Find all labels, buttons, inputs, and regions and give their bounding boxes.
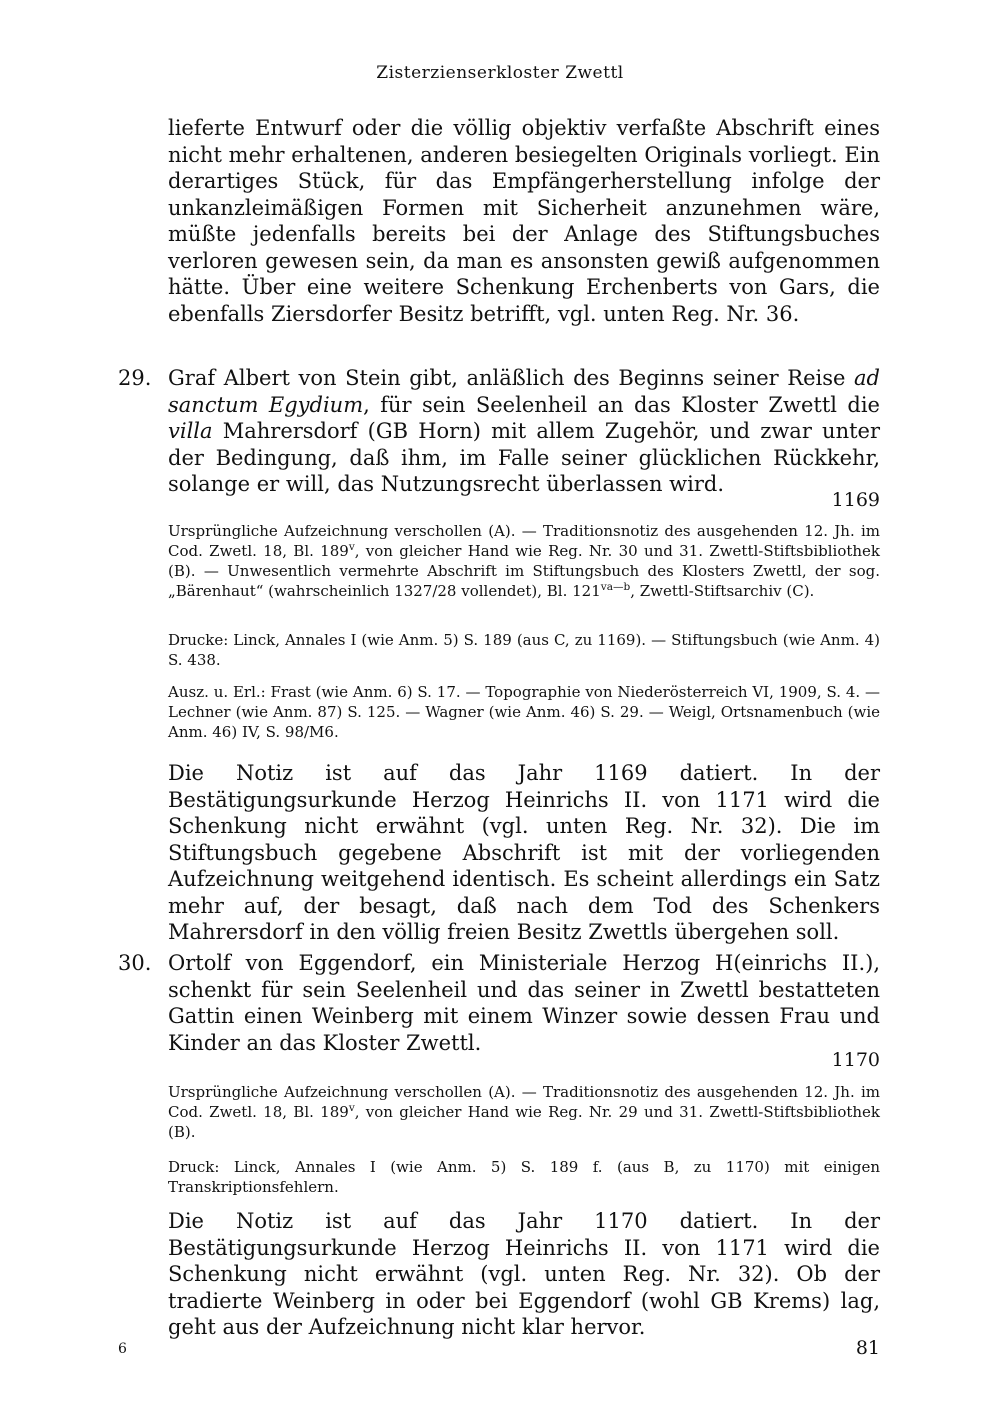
entry-29-date: 1169 bbox=[831, 489, 880, 511]
entry-30-summary: Ortolf von Eggendorf, ein Ministeriale Herzog H(einrichs II.), schenkt für sein Seelenheil und das seiner in Zwettl bestatteten Gattin einen Weinberg mit einem Winzer sowie dessen Frau und Kinder an das Kloster Zwettl. bbox=[168, 951, 880, 1055]
entry-29-note-text-a: Ursprüngliche Aufzeichnung verschollen (A). — Traditionsnotiz des ausgehenden 12. Jh. im Cod. Zwetl. 18, Bl. 189 bbox=[168, 522, 880, 560]
entry-29-source-note bbox=[168, 521, 880, 601]
running-head: Zisterzienserkloster Zwettl bbox=[376, 63, 624, 83]
entry-29-summary-text-3: Mahrersdorf (GB Horn) mit allem Zugehör, und zwar unter der Bedingung, daß ihm, im Falle seiner glücklichen Rückkehr, solange er will, das Nutzungsrecht überlassen wird. bbox=[168, 419, 880, 496]
entry-29-prints-note: Drucke: Linck, Annales I (wie Anm. 5) S. 189 (aus C, zu 1169). — Stiftungsbuch (wie Anm. 4) S. 438. bbox=[168, 631, 880, 669]
entry-number-30: 30. bbox=[118, 951, 152, 975]
entry-30-note-sup: v bbox=[348, 1102, 355, 1114]
entry-number-29: 29. bbox=[118, 366, 152, 390]
entry-30-note-text-b: , von gleicher Hand wie Reg. Nr. 29 und 31. Zwettl-Stiftsbibliothek (B). bbox=[168, 1103, 881, 1141]
entry-29-note-sup-1: v bbox=[348, 541, 355, 553]
entry-29-literature-note: Ausz. u. Erl.: Frast (wie Anm. 6) S. 17. — Topographie von Niederösterreich VI, 1909, S. 4. — Lechner (wie Anm. 87) S. 125. — Wagner (wie Anm. 46) S. 29. — Weigl, Ortsnamenbuch (wie Anm. 46) IV, S. 98/M6. bbox=[168, 683, 880, 741]
entry-30-print-note: Druck: Linck, Annales I (wie Anm. 5) S. 189 f. (aus B, zu 1170) mit einigen Transkriptionsfehlern. bbox=[168, 1158, 880, 1196]
entry-29-summary-italic-1: ad sanctum Egydium bbox=[168, 366, 880, 417]
entry-29-summary bbox=[168, 365, 880, 498]
entry-29-summary-text-2: , für sein Seelenheil an das Kloster Zwettl die bbox=[363, 392, 880, 417]
entry-29-note-text-c: , Zwettl-Stiftsarchiv (C). bbox=[630, 582, 815, 600]
signature-mark: 6 bbox=[118, 1341, 127, 1357]
entry-30-source-note bbox=[168, 1082, 880, 1142]
entry-30-note-text-a: Ursprüngliche Aufzeichnung verschollen (A). — Traditionsnotiz des ausgehenden 12. Jh. im Cod. Zwetl. 18, Bl. 189 bbox=[168, 1083, 880, 1121]
entry-30-date: 1170 bbox=[831, 1049, 880, 1071]
entry-30-commentary: Die Notiz ist auf das Jahr 1170 datiert. In der Bestätigungsurkunde Herzog Heinrichs II. von 1171 wird die Schenkung nicht erwähnt (vgl. unten Reg. Nr. 32). Ob der tradierte Weinberg in oder bei Eggendorf (wohl GB Krems) lag, geht aus der Aufzeichnung nicht klar hervor. bbox=[168, 1209, 880, 1339]
entry-29-note-sup-2: va—b bbox=[600, 581, 631, 593]
page-number: 81 bbox=[855, 1337, 880, 1359]
entry-29-summary-italic-2: villa bbox=[168, 419, 213, 443]
entry-29-note-text-b: , von gleicher Hand wie Reg. Nr. 30 und 31. Zwettl-Stiftsbibliothek (B). — Unwesentlich vermehrte Abschrift im Stiftungsbuch des Klosters Zwettl, der sog. „Bärenhaut“ (wahrscheinlich 1327/28 vollendet), Bl. 121 bbox=[168, 542, 881, 600]
entry-29-summary-text-1: Graf Albert von Stein gibt, anläßlich des Beginns seiner Reise bbox=[168, 366, 855, 390]
intro-paragraph: lieferte Entwurf oder die völlig objektiv verfaßte Abschrift eines nicht mehr erhaltenen, anderen besiegelten Originals vorliegt. Ein derartiges Stück, für das Empfängerherstellung infolge der unkanzleimäßigen Formen mit Sicherheit anzunehmen wäre, müßte jedenfalls bereits bei der Anlage des Stiftungsbuches verloren gewesen sein, da man es ansonsten gewiß aufgenommen hätte. Über eine weitere Schenkung Erchenberts von Gars, die ebenfalls Ziersdorfer Besitz betrifft, vgl. unten Reg. Nr. 36. bbox=[168, 116, 880, 326]
entry-29-commentary: Die Notiz ist auf das Jahr 1169 datiert. In der Bestätigungsurkunde Herzog Heinrichs II. von 1171 wird die Schenkung nicht erwähnt (vgl. unten Reg. Nr. 32). Die im Stiftungsbuch gegebene Abschrift ist mit der vorliegenden Aufzeichnung weitgehend identisch. Es scheint allerdings ein Satz mehr auf, der besagt, daß nach dem Tod des Schenkers Mahrersdorf in den völlig freien Besitz Zwettls übergehen soll. bbox=[168, 761, 880, 944]
